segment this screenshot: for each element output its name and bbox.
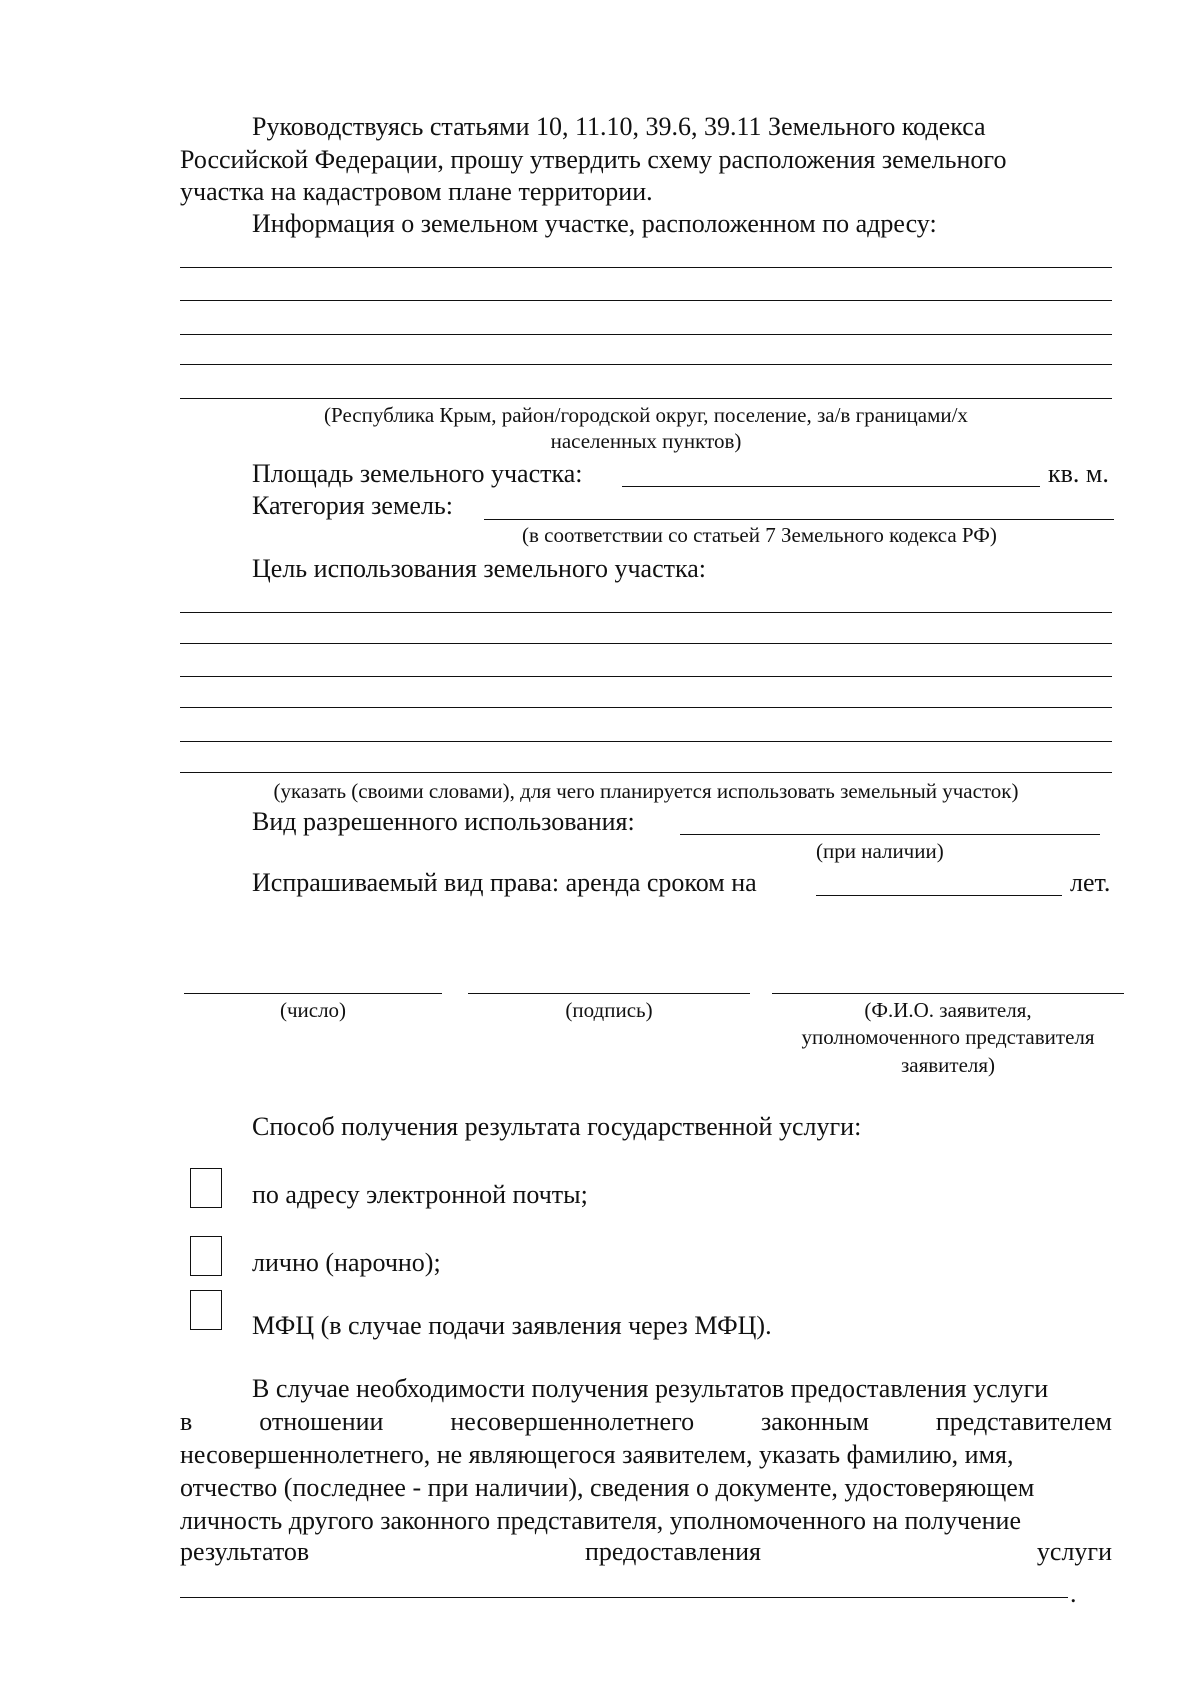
address-hint-line-2: населенных пунктов) xyxy=(550,429,742,453)
permitted-use-label: Вид разрешенного использования: xyxy=(252,807,635,836)
area-unit: кв. м. xyxy=(1048,459,1109,488)
date-caption: (число) xyxy=(279,998,347,1022)
delivery-option-in-person: лично (нарочно); xyxy=(252,1248,441,1277)
delivery-option-email: по адресу электронной почты; xyxy=(252,1180,588,1209)
purpose-field-line-5[interactable] xyxy=(180,741,1112,742)
name-caption-line-2: уполномоченного представителя xyxy=(801,1025,1095,1049)
address-label: Информация о земельном участке, расположенном по адресу: xyxy=(252,209,937,238)
area-label: Площадь земельного участка: xyxy=(252,459,583,488)
address-field-line-1[interactable] xyxy=(180,267,1112,268)
minor-line-6: результатов предоставления услуги xyxy=(180,1537,1112,1566)
name-caption-line-3: заявителя) xyxy=(900,1053,996,1077)
signature-field[interactable] xyxy=(468,993,750,994)
intro-line-2: Российской Федерации, прошу утвердить схему расположения земельного xyxy=(180,145,1007,174)
signature-caption: (подпись) xyxy=(565,998,653,1022)
delivery-in-person-checkbox[interactable] xyxy=(190,1236,222,1276)
minor-line-4: отчество (последнее - при наличии), сведения о документе, удостоверяющем xyxy=(180,1473,1035,1502)
area-field[interactable] xyxy=(622,486,1040,487)
minor-line-1: В случае необходимости получения результатов предоставления услуги xyxy=(252,1374,1049,1403)
purpose-field-line-1[interactable] xyxy=(180,612,1112,613)
address-field-line-4[interactable] xyxy=(180,364,1112,365)
purpose-field-line-4[interactable] xyxy=(180,707,1112,708)
right-label: Испрашиваемый вид права: аренда сроком на xyxy=(252,868,757,897)
delivery-option-mfc: МФЦ (в случае подачи заявления через МФЦ). xyxy=(252,1311,772,1340)
category-label: Категория земель: xyxy=(252,491,454,520)
intro-line-3: участка на кадастровом плане территории. xyxy=(180,177,653,206)
address-hint-line-1: (Республика Крым, район/городской округ, поселение, за/в границами/х xyxy=(324,403,968,427)
category-field[interactable] xyxy=(484,519,1114,520)
purpose-label: Цель использования земельного участка: xyxy=(252,554,706,583)
address-field-line-2[interactable] xyxy=(180,300,1112,301)
name-field[interactable] xyxy=(772,993,1124,994)
purpose-hint: (указать (своими словами), для чего планируется использовать земельный участок) xyxy=(273,779,1019,803)
minor-line-5: личность другого законного представителя, уполномоченного на получение xyxy=(180,1506,1021,1535)
purpose-field-line-3[interactable] xyxy=(180,676,1112,677)
lease-term-field[interactable] xyxy=(816,895,1062,896)
category-hint: (в соответствии со статьей 7 Земельного кодекса РФ) xyxy=(522,523,997,547)
address-field-line-3[interactable] xyxy=(180,334,1112,335)
minor-line-2: в отношении несовершеннолетнего законным представителем xyxy=(180,1407,1112,1436)
delivery-title: Способ получения результата государственной услуги: xyxy=(252,1112,862,1141)
minor-line-3: несовершеннолетнего, не являющегося заявителем, указать фамилию, имя, xyxy=(180,1440,1014,1469)
intro-line-1: Руководствуясь статьями 10, 11.10, 39.6, 39.11 Земельного кодекса xyxy=(252,112,986,141)
permitted-use-field[interactable] xyxy=(680,834,1100,835)
purpose-field-line-6[interactable] xyxy=(180,772,1112,773)
representative-field[interactable] xyxy=(180,1597,1068,1598)
name-caption-line-1: (Ф.И.О. заявителя, xyxy=(864,998,1032,1022)
address-field-line-5[interactable] xyxy=(180,398,1112,399)
delivery-mfc-checkbox[interactable] xyxy=(190,1290,222,1330)
permitted-use-hint: (при наличии) xyxy=(816,839,944,863)
purpose-field-line-2[interactable] xyxy=(180,643,1112,644)
delivery-email-checkbox[interactable] xyxy=(190,1168,222,1208)
right-unit: лет. xyxy=(1070,868,1111,897)
minor-end-period: . xyxy=(1070,1579,1077,1608)
date-field[interactable] xyxy=(184,993,442,994)
